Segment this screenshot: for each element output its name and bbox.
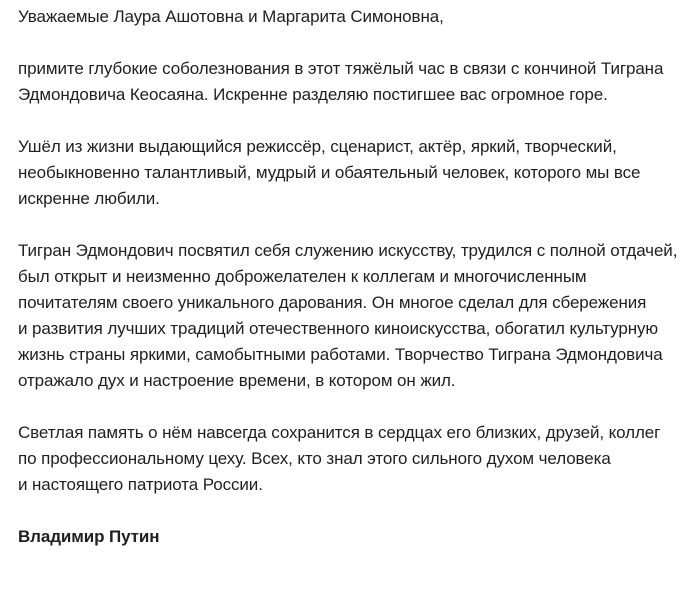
paragraph-line: Тигран Эдмондович посвятил себя служению искусству, трудился с полной отдачей, xyxy=(18,241,678,260)
signature: Владимир Путин xyxy=(18,527,160,546)
paragraph-line: и развития лучших традиций отечественного киноискусства, обогатил культурную xyxy=(18,319,659,338)
paragraph-gap xyxy=(18,498,678,524)
paragraph-line: Светлая память о нём навсегда сохранится в сердцах его близких, друзей, коллег xyxy=(18,423,661,442)
paragraph-line: по профессиональному цеху. Всех, кто знал этого сильного духом человека xyxy=(18,449,611,468)
salutation: Уважаемые Лаура Ашотовна и Маргарита Симоновна, xyxy=(18,7,444,26)
paragraph-line: был открыт и неизменно доброжелателен к коллегам и многочисленным xyxy=(18,267,587,286)
paragraph-line: почитателям своего уникального дарования. Он многое сделал для сбережения xyxy=(18,293,647,312)
paragraph-4 xyxy=(18,420,678,498)
paragraph-line: и настоящего патриота России. xyxy=(18,475,263,494)
paragraph-gap xyxy=(18,212,678,238)
paragraph-line: отражало дух и настроение времени, в котором он жил. xyxy=(18,371,456,390)
paragraph-2 xyxy=(18,134,678,212)
paragraph-gap xyxy=(18,108,678,134)
paragraph-line: примите глубокие соболезнования в этот тяжёлый час в связи с кончиной Тиграна xyxy=(18,59,664,78)
paragraph-line: искренне любили. xyxy=(18,189,160,208)
paragraph-3 xyxy=(18,238,678,394)
paragraph-gap xyxy=(18,30,678,56)
paragraph-gap xyxy=(18,394,678,420)
paragraph-line: необыкновенно талантливый, мудрый и обаятельный человек, которого мы все xyxy=(18,163,641,182)
paragraph-line: жизнь страны яркими, самобытными работами. Творчество Тиграна Эдмондовича xyxy=(18,345,663,364)
paragraph-1 xyxy=(18,56,678,108)
paragraph-line: Эдмондовича Кеосаяна. Искренне разделяю постигшее вас огромное горе. xyxy=(18,85,608,104)
paragraph-line: Ушёл из жизни выдающийся режиссёр, сценарист, актёр, яркий, творческий, xyxy=(18,137,617,156)
